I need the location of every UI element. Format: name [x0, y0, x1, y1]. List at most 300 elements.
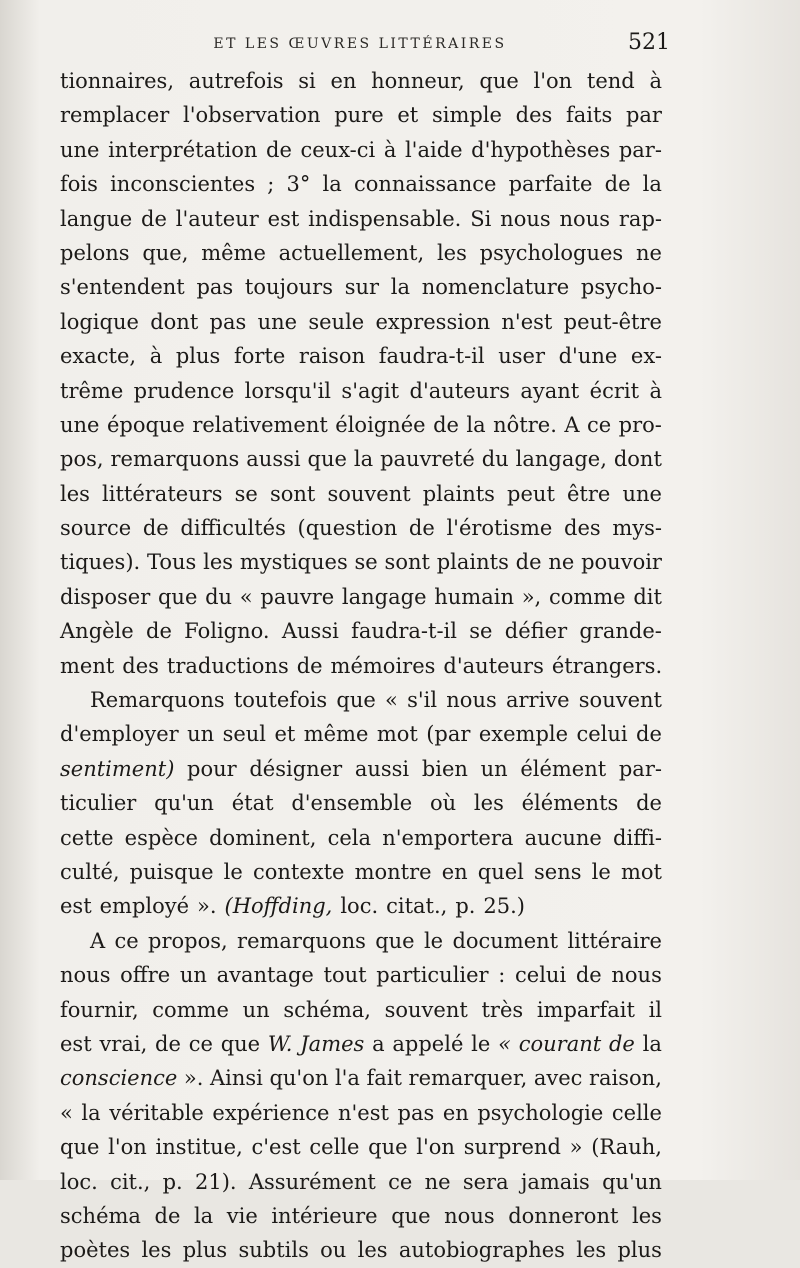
- word: à: [649, 378, 662, 403]
- word: plus: [617, 1238, 662, 1263]
- word: très: [481, 997, 524, 1022]
- word: un: [242, 997, 270, 1022]
- text-line: [60, 133, 662, 167]
- word: comme: [548, 584, 626, 609]
- word: diffi-: [613, 825, 662, 850]
- text-line: [60, 924, 662, 958]
- word: imparfait: [536, 997, 635, 1022]
- text-line: [60, 889, 662, 923]
- word: l'érotisme: [446, 516, 553, 541]
- word: celle: [611, 1100, 662, 1125]
- word: plaints: [436, 550, 509, 575]
- word: A: [564, 412, 580, 437]
- word: de: [155, 1031, 181, 1056]
- word: la: [353, 447, 374, 472]
- text-line: [60, 1096, 662, 1130]
- word: et: [397, 103, 419, 128]
- word: «: [60, 1100, 73, 1125]
- word: ».: [183, 1066, 204, 1091]
- word: la: [322, 172, 342, 197]
- word: remplacer: [60, 103, 170, 128]
- word: conscience: [60, 1066, 178, 1091]
- word: véritable: [109, 1100, 204, 1125]
- text-line: [60, 1130, 662, 1164]
- word: seule: [308, 309, 365, 334]
- word: traductions: [166, 653, 289, 678]
- word: Assurément: [248, 1169, 376, 1194]
- word: celle: [309, 1135, 360, 1160]
- word: qu'un: [154, 791, 214, 816]
- word: être: [567, 481, 611, 506]
- word: la: [642, 172, 662, 197]
- word: ne: [548, 550, 575, 575]
- word: seul: [222, 722, 267, 747]
- text-line: [60, 305, 662, 339]
- word: à: [649, 69, 662, 93]
- word: pas: [209, 309, 247, 334]
- word: faudra-t-il: [378, 344, 485, 369]
- word: éléments: [521, 791, 619, 816]
- word: parfaite: [508, 172, 593, 197]
- word: si: [298, 69, 316, 93]
- word: ou: [320, 1238, 347, 1263]
- word: expression: [375, 309, 491, 334]
- word: un: [179, 963, 207, 988]
- word: subtils: [238, 1238, 309, 1263]
- word: autobiographes: [398, 1238, 565, 1263]
- word: quel: [477, 859, 524, 884]
- word: mot: [376, 722, 418, 747]
- word: les: [631, 1203, 662, 1228]
- word: les: [436, 240, 467, 265]
- text-line: [60, 717, 662, 751]
- word: dont: [613, 447, 662, 472]
- word: nous: [500, 206, 551, 231]
- word: offre: [120, 963, 171, 988]
- word: par: [625, 103, 662, 128]
- word: James: [300, 1031, 365, 1056]
- word: le: [471, 1031, 491, 1056]
- word: disposer: [60, 584, 151, 609]
- word: indispensable.: [308, 206, 462, 231]
- text-line: [60, 167, 662, 201]
- word: par-: [618, 137, 662, 162]
- word: n'emportera: [382, 825, 514, 850]
- word: toujours: [244, 275, 333, 300]
- word: :: [498, 963, 506, 988]
- word: aussi: [246, 447, 301, 472]
- word: remarquer,: [408, 1066, 528, 1091]
- word: les: [141, 1238, 172, 1263]
- word: fois: [60, 172, 98, 197]
- word: de: [515, 550, 542, 575]
- word: souvent: [578, 688, 662, 713]
- word: citat.,: [386, 894, 448, 919]
- word: raison: [298, 344, 366, 369]
- word: d'ensemble: [291, 791, 413, 816]
- word: pauvreté: [380, 447, 475, 472]
- text-line: [60, 511, 662, 545]
- word: d'auteurs: [443, 653, 544, 678]
- word: logique: [60, 309, 139, 334]
- word: s'agit: [341, 378, 400, 403]
- word: Si: [470, 206, 492, 231]
- word: littérateurs: [102, 481, 223, 506]
- word: s'entendent: [60, 275, 185, 300]
- word: pure: [334, 103, 384, 128]
- word: une: [60, 412, 100, 437]
- word: la: [466, 412, 486, 437]
- word: que: [391, 1203, 431, 1228]
- word: est: [267, 206, 300, 231]
- word: faits: [566, 103, 613, 128]
- word: tout: [323, 963, 367, 988]
- text-line: [60, 683, 662, 717]
- word: psycho-: [580, 275, 662, 300]
- word: nous: [559, 206, 611, 231]
- word: peut: [507, 481, 555, 506]
- word: le: [591, 859, 611, 884]
- word: »: [569, 1135, 583, 1160]
- word: langue: [60, 206, 133, 231]
- word: se: [354, 550, 378, 575]
- word: les: [60, 481, 90, 506]
- word: sentiment): [60, 756, 175, 781]
- word: propos,: [148, 928, 228, 953]
- word: pos,: [60, 447, 104, 472]
- word: rap-: [618, 206, 662, 231]
- word: pelons: [60, 240, 130, 265]
- word: l'on: [533, 69, 573, 93]
- text-line: [60, 993, 662, 1027]
- word: loc.: [60, 1169, 98, 1194]
- word: du: [481, 447, 509, 472]
- word: raison,: [588, 1066, 662, 1091]
- word: Remarquons: [90, 688, 225, 713]
- word: tionnaires,: [60, 69, 175, 93]
- word: autrefois: [188, 69, 284, 93]
- word: ce: [188, 1031, 213, 1056]
- word: toutefois: [233, 688, 328, 713]
- word: culté,: [60, 859, 120, 884]
- word: pas: [397, 1100, 435, 1125]
- word: plus: [175, 344, 221, 369]
- word: du: [205, 584, 233, 609]
- word: appelé: [392, 1031, 464, 1056]
- word: trême: [60, 378, 124, 403]
- body-text: [60, 64, 662, 1268]
- word: des: [564, 516, 601, 541]
- word: que: [157, 584, 198, 609]
- word: pauvre: [260, 584, 335, 609]
- word: mys-: [612, 516, 662, 541]
- word: nomenclature: [421, 275, 570, 300]
- word: s'il: [407, 688, 438, 713]
- word: d'employer: [60, 722, 179, 747]
- word: expérience: [212, 1100, 330, 1125]
- text-line: [60, 408, 662, 442]
- page-number: 521: [628, 30, 670, 55]
- word: bien: [421, 756, 468, 781]
- word: de: [141, 206, 167, 231]
- word: de: [608, 1031, 635, 1056]
- word: actuellement,: [278, 240, 425, 265]
- word: user: [498, 344, 545, 369]
- word: montre: [354, 859, 432, 884]
- word: difficultés: [180, 516, 286, 541]
- word: un: [187, 722, 215, 747]
- word: en: [330, 69, 357, 93]
- word: «: [385, 688, 398, 713]
- word: tiques).: [60, 550, 141, 575]
- word: particulier: [376, 963, 489, 988]
- word: de: [636, 791, 662, 816]
- word: d'auteurs: [409, 378, 510, 403]
- word: ce: [388, 1169, 413, 1194]
- word: le: [423, 928, 444, 953]
- word: Tous: [147, 550, 197, 575]
- word: sens: [534, 859, 582, 884]
- text-line: [60, 477, 662, 511]
- word: p.: [455, 894, 476, 919]
- word: il: [648, 997, 662, 1022]
- text-line: [60, 1165, 662, 1199]
- word: de: [433, 412, 459, 437]
- word: ce: [587, 412, 612, 437]
- word: dit: [633, 584, 662, 609]
- word: sera: [462, 1169, 509, 1194]
- word: loc.: [340, 894, 379, 919]
- word: prudence: [133, 378, 235, 403]
- text-line: [60, 1233, 662, 1267]
- word: mémoires: [330, 653, 436, 678]
- word: de: [296, 653, 323, 678]
- text-line: [60, 98, 662, 132]
- word: interprétation: [108, 137, 258, 162]
- word: document: [452, 928, 559, 953]
- word: »,: [521, 584, 542, 609]
- word: arrive: [505, 688, 570, 713]
- word: et: [274, 722, 296, 747]
- word: lorsqu'il: [244, 378, 332, 403]
- word: (Hoffding,: [224, 894, 333, 919]
- word: 25.): [483, 894, 525, 919]
- word: une: [622, 481, 662, 506]
- word: élément: [520, 756, 607, 781]
- word: est: [60, 1031, 92, 1056]
- word: schéma: [60, 1203, 141, 1228]
- text-line: [60, 580, 662, 614]
- word: cela: [327, 825, 372, 850]
- word: honneur,: [371, 69, 465, 93]
- word: contexte: [252, 859, 345, 884]
- word: que: [368, 1135, 408, 1160]
- word: de: [575, 963, 602, 988]
- word: souvent: [327, 481, 411, 506]
- text-line: [60, 1199, 662, 1233]
- word: «: [498, 1031, 511, 1056]
- word: remarquons: [110, 447, 240, 472]
- word: A: [90, 928, 106, 953]
- word: à: [149, 344, 163, 369]
- word: que: [479, 69, 519, 93]
- word: de: [636, 722, 662, 747]
- word: souvent: [384, 997, 468, 1022]
- word: état: [231, 791, 274, 816]
- word: se: [469, 619, 493, 644]
- text-line: [60, 958, 662, 992]
- word: exemple: [478, 722, 569, 747]
- word: nous: [444, 1203, 495, 1228]
- word: avec: [533, 1066, 583, 1091]
- word: fournir,: [60, 997, 139, 1022]
- word: que: [375, 928, 415, 953]
- word: plaints: [422, 481, 495, 506]
- word: institue,: [155, 1135, 243, 1160]
- word: ex-: [630, 344, 662, 369]
- word: pouvoir: [581, 550, 662, 575]
- word: sur: [344, 275, 380, 300]
- word: un: [480, 756, 508, 781]
- word: qu'un: [602, 1169, 662, 1194]
- word: de: [266, 137, 292, 162]
- word: surprend: [463, 1135, 561, 1160]
- word: la: [390, 275, 410, 300]
- word: ment: [60, 653, 115, 678]
- word: défier: [504, 619, 568, 644]
- word: par-: [618, 756, 662, 781]
- word: des: [515, 103, 553, 128]
- word: intérieure: [271, 1203, 378, 1228]
- text-line: [60, 339, 662, 373]
- word: même: [201, 240, 266, 265]
- word: que: [336, 688, 376, 713]
- word: où: [429, 791, 457, 816]
- word: d'une: [558, 344, 618, 369]
- word: nous: [60, 963, 111, 988]
- word: c'est: [251, 1135, 301, 1160]
- word: que,: [142, 240, 189, 265]
- word: de: [604, 172, 631, 197]
- word: humain: [434, 584, 514, 609]
- text-line: [60, 1061, 662, 1095]
- word: Ainsi: [209, 1066, 263, 1091]
- word: les: [576, 1238, 607, 1263]
- word: remarquons: [237, 928, 366, 953]
- word: d'hypothèses: [471, 137, 611, 162]
- word: vie: [226, 1203, 258, 1228]
- word: de: [142, 516, 169, 541]
- word: l'auteur: [175, 206, 259, 231]
- word: forte: [233, 344, 286, 369]
- word: éloignée: [335, 412, 426, 437]
- word: l'on: [108, 1135, 147, 1160]
- word: les: [357, 1238, 388, 1263]
- word: ».: [197, 894, 217, 919]
- word: grande-: [579, 619, 662, 644]
- word: l'aide: [404, 137, 463, 162]
- text-line: [60, 236, 662, 270]
- word: puisque: [129, 859, 214, 884]
- word: littéraire: [567, 928, 662, 953]
- word: à: [383, 137, 397, 162]
- word: une: [60, 137, 100, 162]
- word: Foligno.: [184, 619, 270, 644]
- word: dominent,: [209, 825, 317, 850]
- word: p.: [162, 1169, 183, 1194]
- word: que: [60, 1135, 100, 1160]
- word: est: [60, 894, 92, 919]
- word: (question: [297, 516, 398, 541]
- word: aucune: [524, 825, 602, 850]
- word: ;: [267, 172, 275, 197]
- text-line: [60, 786, 662, 820]
- word: 21).: [195, 1169, 237, 1194]
- word: espèce: [124, 825, 198, 850]
- word: la: [81, 1100, 101, 1125]
- word: en: [442, 1100, 469, 1125]
- word: employé: [99, 894, 190, 919]
- word: vrai,: [99, 1031, 148, 1056]
- text-line: [60, 1027, 662, 1061]
- word: celui: [576, 722, 628, 747]
- word: poètes: [60, 1238, 131, 1263]
- word: que: [220, 1031, 261, 1056]
- word: mystiques: [239, 550, 348, 575]
- word: nôtre.: [493, 412, 557, 437]
- word: comme: [152, 997, 229, 1022]
- word: ne: [635, 240, 662, 265]
- text-line: [60, 202, 662, 236]
- word: en: [441, 859, 468, 884]
- running-head: ET LES ŒUVRES LITTÉRAIRES: [213, 36, 507, 52]
- word: source: [60, 516, 132, 541]
- word: étrangers.: [551, 653, 663, 678]
- word: écrit: [589, 378, 640, 403]
- word: dont: [150, 309, 199, 334]
- page-header: [60, 26, 670, 66]
- word: fait: [366, 1066, 402, 1091]
- word: désigner: [249, 756, 343, 781]
- word: langage,: [515, 447, 607, 472]
- text-line: [60, 442, 662, 476]
- text-line: [60, 855, 662, 889]
- word: ticulier: [60, 791, 137, 816]
- word: aussi: [354, 756, 410, 781]
- word: (par: [426, 722, 471, 747]
- word: époque: [106, 412, 185, 437]
- text-line: [60, 270, 662, 304]
- word: pro-: [618, 412, 662, 437]
- word: même: [303, 722, 369, 747]
- word: peut-être: [563, 309, 662, 334]
- text-line: [60, 614, 662, 648]
- word: l'a: [334, 1066, 360, 1091]
- word: cit.,: [110, 1169, 151, 1194]
- word: langage: [341, 584, 427, 609]
- word: l'on: [416, 1135, 455, 1160]
- word: connaissance: [353, 172, 497, 197]
- word: ayant: [520, 378, 580, 403]
- word: cette: [60, 825, 114, 850]
- word: de: [146, 619, 172, 644]
- word: une: [257, 309, 298, 334]
- word: exacte,: [60, 344, 137, 369]
- word: sont: [384, 550, 430, 575]
- word: de: [408, 516, 435, 541]
- word: des: [122, 653, 159, 678]
- word: (Rauh,: [591, 1135, 662, 1160]
